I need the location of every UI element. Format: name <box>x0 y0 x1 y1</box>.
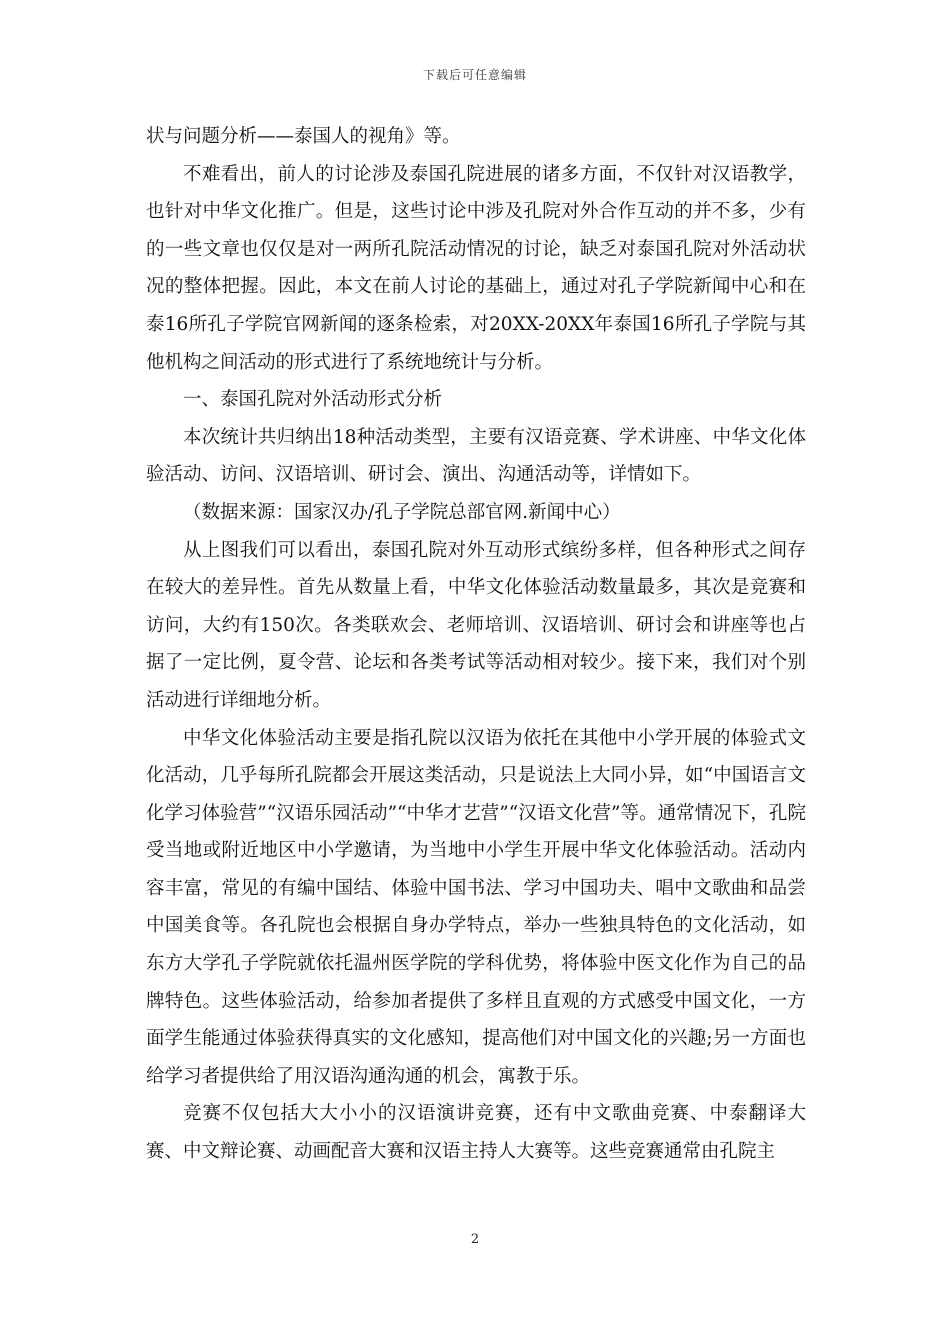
paragraph-continuation: 状与问题分析——泰国人的视角》等。 <box>146 126 461 147</box>
data-source-note: （数据来源：国家汉办/孔子学院总部官网.新闻中心） <box>183 501 621 523</box>
document-body <box>146 118 806 1171</box>
page-header: 下载后可任意编辑 <box>422 68 527 82</box>
paragraph: 本次统计共归纳出18种活动类型，主要有汉语竞赛、学术讲座、中华文化体验活动、访问、汉语培训、研讨会、演出、沟通活动等，详情如下。 <box>146 426 806 486</box>
section-heading: 一、泰国孔院对外活动形式分析 <box>183 389 443 411</box>
paragraph: 不难看出，前人的讨论涉及泰国孔院进展的诸多方面，不仅针对汉语教学，也针对中华文化推广。但是，这些讨论中涉及孔院对外合作互动的并不多，少有的一些文章也仅仅是对一两所孔院活动情况的讨论，缺乏对泰国孔院对外活动状况的整体把握。因此，本文在前人讨论的基础上，通过对孔子学院新闻中心和在泰16所孔子学院官网新闻的逐条检索，对20XX-20XX年泰国16所孔子学院与其他机构之间活动的形式进行了系统地统计与分析。 <box>146 163 806 373</box>
paragraph: 从上图我们可以看出，泰国孔院对外互动形式缤纷多样，但各种形式之间存在较大的差异性。首先从数量上看，中华文化体验活动数量最多，其次是竞赛和访问，大约有150次。各类联欢会、老师培训、汉语培训、研讨会和讲座等也占据了一定比例，夏令营、论坛和各类考试等活动相对较少。接下来，我们对个别活动进行详细地分析。 <box>146 539 806 711</box>
paragraph: 中华文化体验活动主要是指孔院以汉语为依托在其他中小学开展的体验式文化活动，几乎每所孔院都会开展这类活动，只是说法上大同小异，如“中国语言文化学习体验营”“汉语乐园活动”“中华才艺营”“汉语文化营”等。通常情况下，孔院受当地或附近地区中小学邀请，为当地中小学生开展中华文化体验活动。活动内容丰富，常见的有编中国结、体验中国书法、学习中国功夫、唱中文歌曲和品尝中国美食等。各孔院也会根据自身办学特点，举办一些独具特色的文化活动，如东方大学孔子学院就依托温州医学院的学科优势，将体验中医文化作为自己的品牌特色。这些体验活动，给参加者提供了多样且直观的方式感受中国文化，一方面学生能通过体验获得真实的文化感知，提高他们对中国文化的兴趣;另一方面也给学习者提供给了用汉语沟通沟通的机会，寓教于乐。 <box>146 727 806 1087</box>
paragraph: 竞赛不仅包括大大小小的汉语演讲竞赛，还有中文歌曲竞赛、中泰翻译大赛、中文辩论赛、动画配音大赛和汉语主持人大赛等。这些竞赛通常由孔院主 <box>146 1103 806 1163</box>
page-number: 2 <box>470 1232 480 1247</box>
